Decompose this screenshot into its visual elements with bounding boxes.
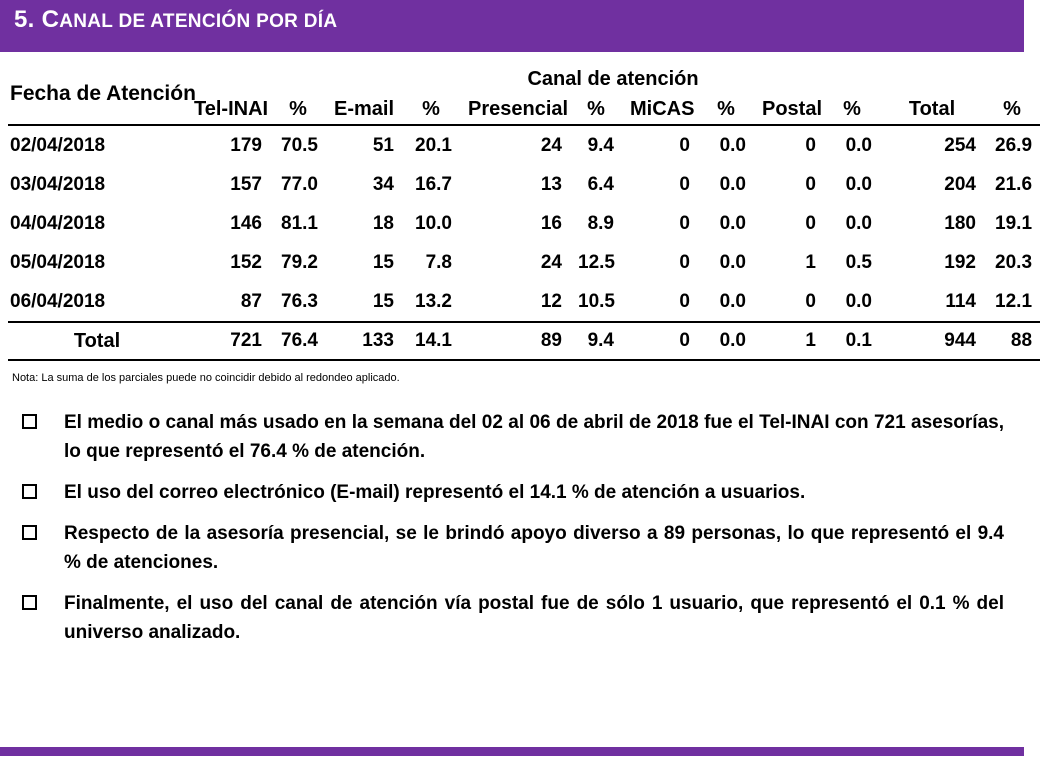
total-row (8, 322, 1040, 360)
table-cell: 70.5 (281, 134, 318, 156)
bullet-text: Respecto de la asesoría presencial, se le brindó apoyo diverso a 89 personas, lo que representó el 9.4 % de atenciones. (64, 523, 1004, 573)
total-label: Total (73, 329, 121, 352)
title-rest: ANAL DE ATENCIÓN POR DÍA (59, 11, 338, 32)
table-cell: 0 (679, 173, 690, 195)
table-cell: 114 (945, 290, 976, 312)
column-header: % (717, 97, 735, 120)
table-row (8, 204, 1040, 243)
table-cell: 192 (944, 251, 976, 273)
total-cell: 1 (805, 330, 816, 351)
bullet-list (22, 408, 1004, 659)
table-cell: 146 (230, 212, 262, 234)
date-cell: 05/04/2018 (10, 251, 106, 273)
table-cell: 20.3 (995, 251, 1033, 273)
table-cell: 0.0 (719, 173, 746, 195)
table-cell: 180 (944, 212, 976, 234)
table-body (8, 125, 1040, 360)
table-cell: 157 (230, 173, 262, 195)
table-cell: 34 (372, 173, 394, 195)
table-cell: 0.0 (719, 134, 746, 156)
fecha-header: Fecha de Atención (10, 82, 196, 105)
table-cell: 19.1 (995, 212, 1033, 234)
attention-table-container (8, 64, 1033, 361)
table-cell: 0 (805, 173, 816, 195)
checkbox-bullet-icon (22, 484, 37, 499)
table-cell: 21.6 (995, 173, 1033, 195)
date-cell: 04/04/2018 (10, 212, 106, 234)
bullet-text: El medio o canal más usado en la semana del 02 al 06 de abril de 2018 fue el Tel-INAI con 721 asesorías, lo que representó el 76.4 % de atención. (64, 412, 1004, 462)
bullet-text: Finalmente, el uso del canal de atención vía postal fue de sólo 1 usuario, que representó el 0.1 % del universo analizado. (64, 593, 1004, 643)
table-cell: 0.0 (845, 290, 872, 312)
table-cell: 152 (230, 251, 262, 273)
table-cell: 12.1 (995, 290, 1033, 312)
table-cell: 79.2 (281, 251, 318, 273)
total-cell: 9.4 (587, 330, 614, 351)
total-cell: 0.1 (845, 330, 872, 351)
table-cell: 0.5 (845, 251, 872, 273)
total-cell: 944 (944, 330, 976, 351)
checkbox-bullet-icon (22, 525, 37, 540)
table-cell: 24 (540, 251, 562, 273)
title-capital: C (41, 6, 60, 33)
table-cell: 0 (805, 212, 816, 234)
table-cell: 204 (944, 173, 976, 195)
column-header: % (1003, 97, 1021, 120)
column-header: Tel-INAI (194, 97, 269, 120)
table-cell: 6.4 (587, 173, 614, 195)
table-cell: 26.9 (995, 134, 1033, 156)
title-number: 5. (14, 6, 35, 33)
table-cell: 0.0 (845, 173, 872, 195)
date-cell: 03/04/2018 (10, 173, 106, 195)
table-cell: 12 (540, 290, 562, 312)
column-header: % (587, 97, 605, 120)
table-cell: 0 (679, 134, 690, 156)
table-cell: 0 (805, 290, 816, 312)
checkbox-bullet-icon (22, 414, 37, 429)
table-cell: 12.5 (578, 251, 615, 273)
footer-bar (0, 747, 1024, 756)
footnote: Nota: La suma de los parciales puede no coincidir debido al redondeo aplicado. (12, 372, 400, 384)
total-cell: 0 (679, 330, 690, 351)
table-cell: 51 (372, 134, 394, 156)
table-cell: 16 (540, 212, 562, 234)
table-cell: 16.7 (415, 173, 452, 195)
table-cell: 9.4 (587, 134, 614, 156)
table-cell: 7.8 (425, 251, 452, 273)
column-header: Total (908, 97, 956, 120)
total-cell: 88 (1010, 330, 1033, 351)
table-cell: 87 (240, 290, 262, 312)
attention-table (8, 64, 1040, 361)
table-row (8, 282, 1040, 322)
table-cell: 8.9 (587, 212, 614, 234)
table-cell: 0 (679, 290, 690, 312)
table-cell: 81.1 (281, 212, 318, 234)
table-cell: 0 (805, 134, 816, 156)
table-cell: 0.0 (719, 290, 746, 312)
column-header: Presencial (468, 97, 569, 120)
column-header: E-mail (334, 97, 395, 120)
table-cell: 18 (372, 212, 394, 234)
bullet-text: El uso del correo electrónico (E-mail) representó el 14.1 % de atención a usuarios. (64, 482, 806, 503)
table-cell: 10.0 (415, 212, 452, 234)
total-cell: 721 (230, 330, 262, 351)
total-cell: 76.4 (281, 330, 318, 351)
column-header: Postal (762, 97, 823, 120)
bullet-item (22, 589, 1004, 647)
table-cell: 13.2 (415, 290, 452, 312)
table-cell: 0.0 (845, 134, 872, 156)
table-cell: 254 (944, 134, 976, 156)
table-cell: 15 (372, 290, 394, 312)
total-cell: 133 (362, 330, 394, 351)
group-header: Canal de atención (527, 67, 699, 90)
total-cell: 14.1 (415, 330, 452, 351)
bullet-item (22, 478, 1004, 507)
table-cell: 0.0 (719, 251, 746, 273)
column-header: % (422, 97, 440, 120)
table-cell: 0.0 (845, 212, 872, 234)
checkbox-bullet-icon (22, 595, 37, 610)
total-cell: 89 (540, 330, 562, 351)
page-title (14, 6, 337, 34)
table-cell: 77.0 (281, 173, 318, 195)
column-header: % (289, 97, 307, 120)
table-cell: 0 (679, 251, 690, 273)
table-row (8, 125, 1040, 165)
bullet-item (22, 408, 1004, 466)
column-header: % (843, 97, 861, 120)
table-row (8, 165, 1040, 204)
table-cell: 0.0 (719, 212, 746, 234)
table-cell: 15 (372, 251, 394, 273)
table-cell: 76.3 (281, 290, 318, 312)
table-row (8, 243, 1040, 282)
table-cell: 20.1 (415, 134, 452, 156)
date-cell: 06/04/2018 (10, 290, 106, 312)
table-cell: 10.5 (578, 290, 615, 312)
bullet-item (22, 519, 1004, 577)
table-cell: 0 (679, 212, 690, 234)
total-cell: 0.0 (719, 330, 746, 351)
table-cell: 179 (230, 134, 262, 156)
table-cell: 24 (540, 134, 562, 156)
date-cell: 02/04/2018 (10, 134, 106, 156)
column-header: MiCAS (630, 97, 695, 120)
table-cell: 1 (805, 251, 816, 273)
table-cell: 13 (540, 173, 562, 195)
